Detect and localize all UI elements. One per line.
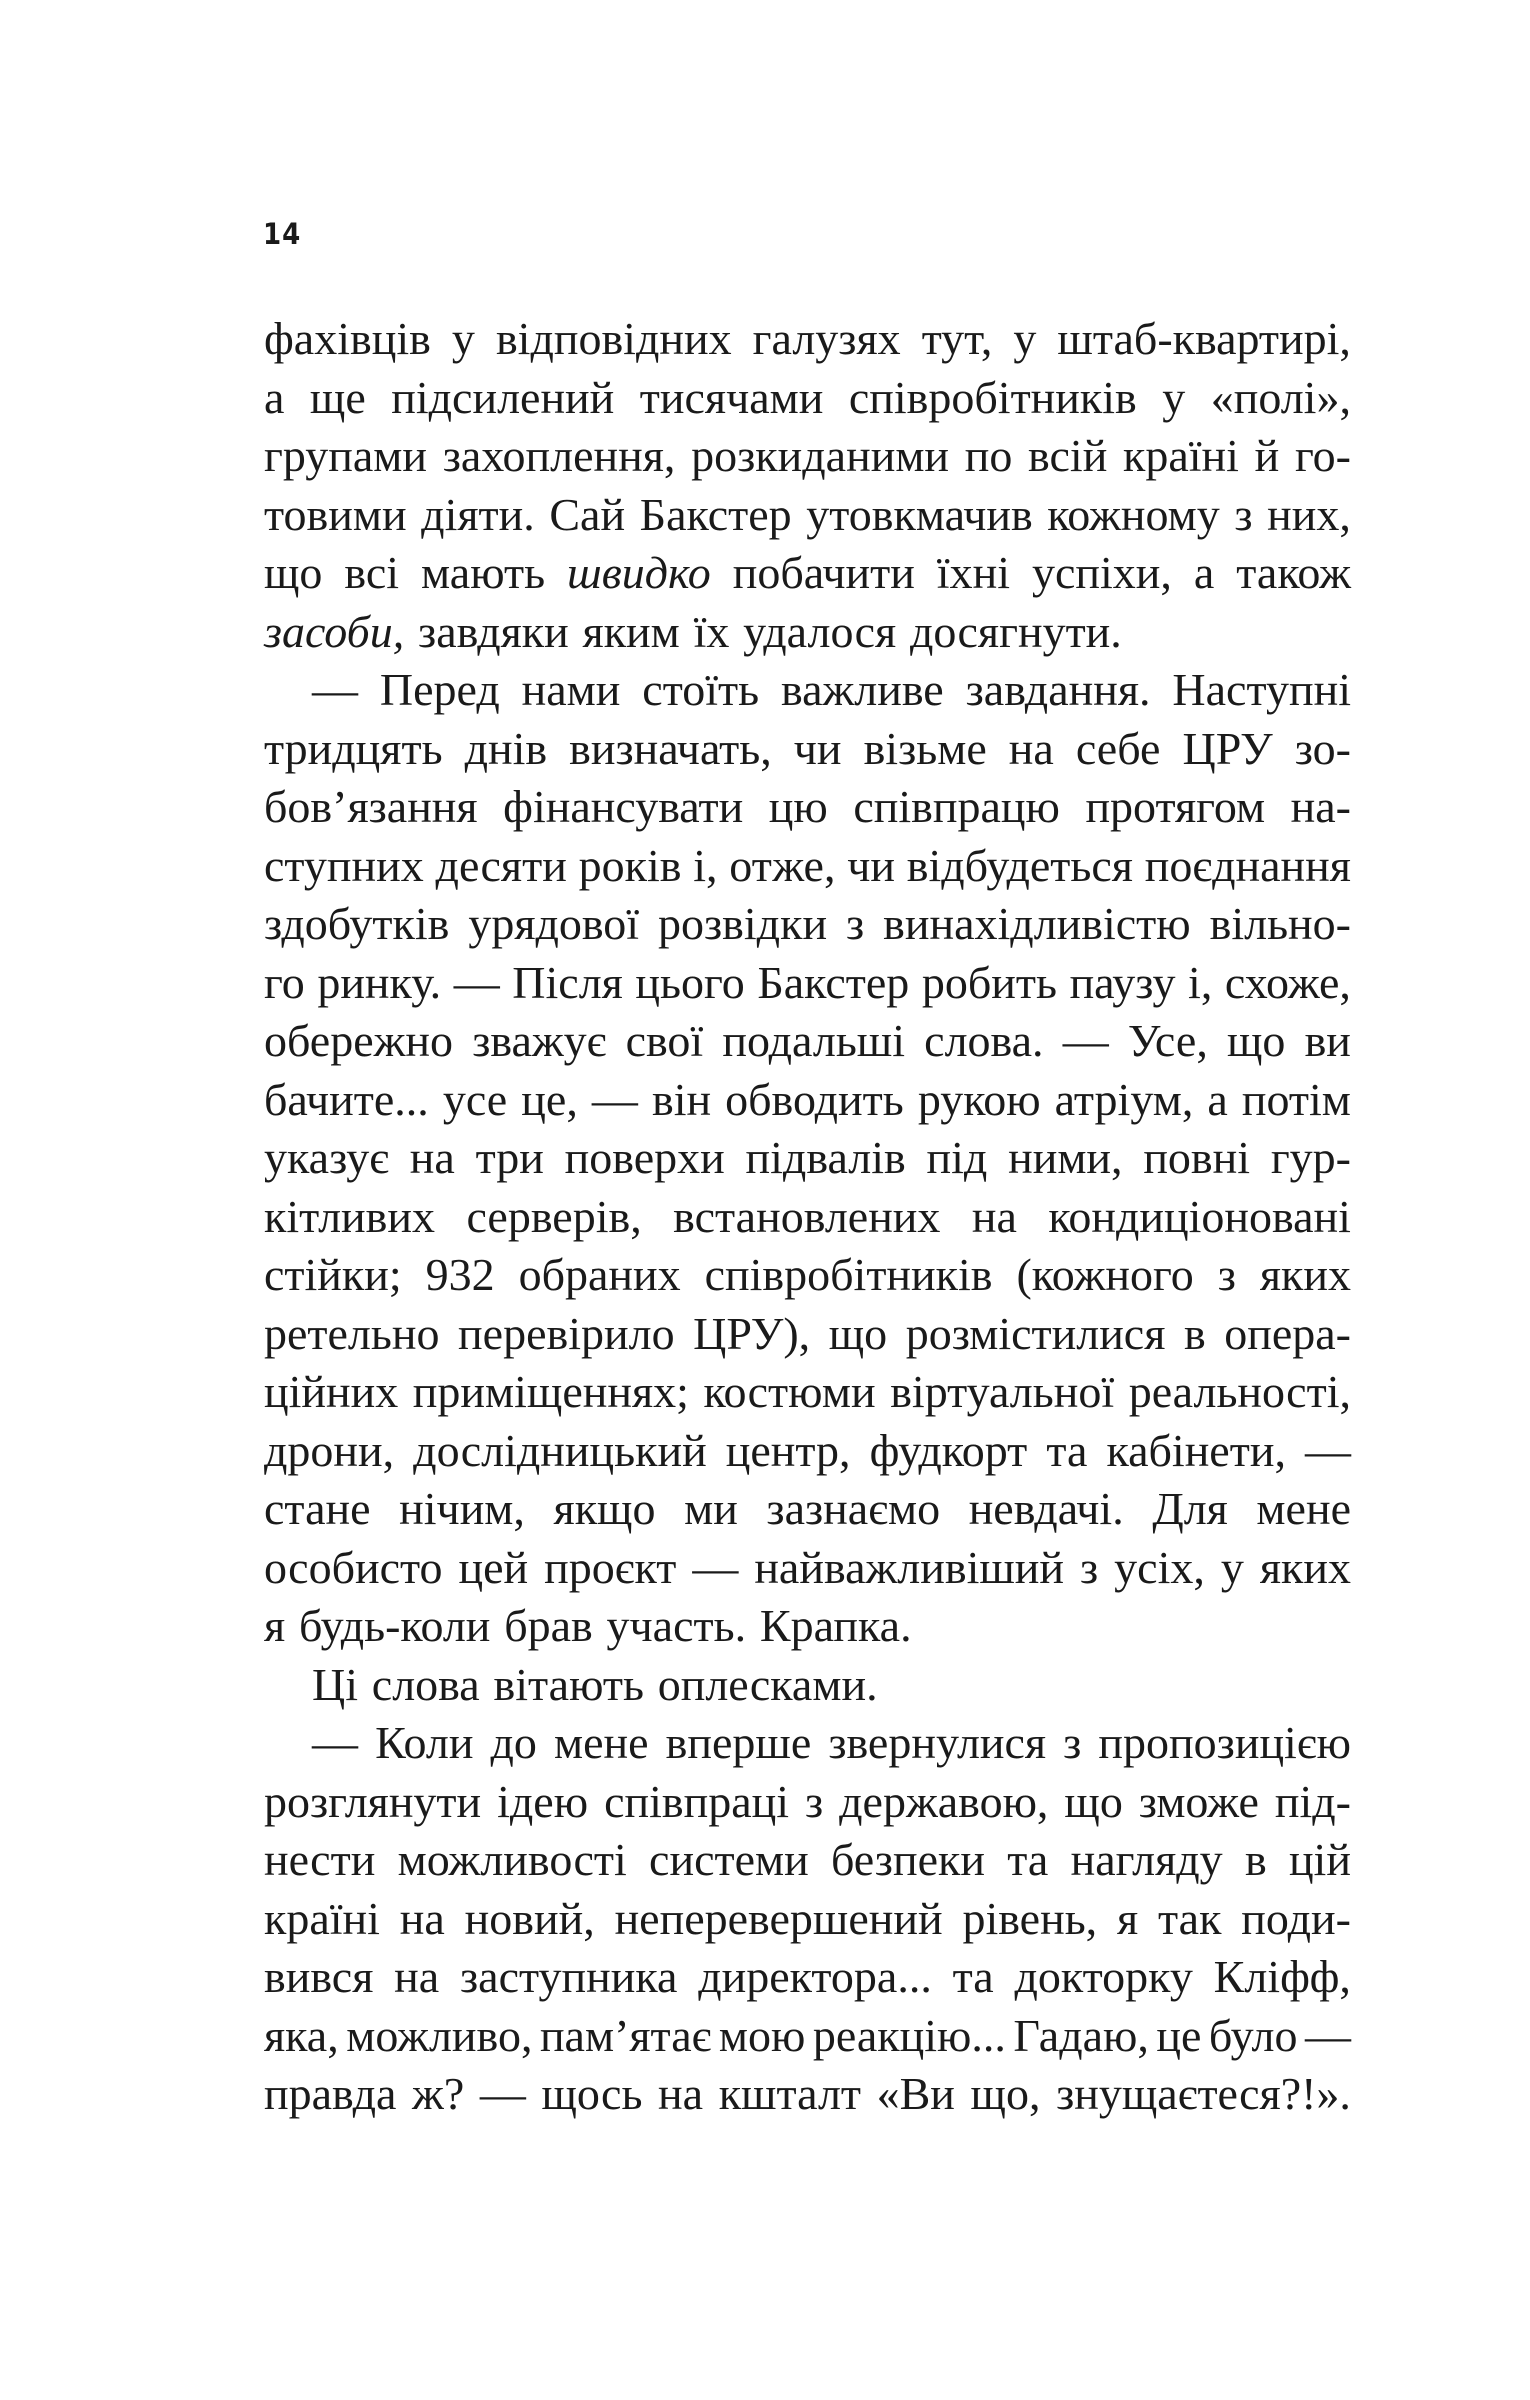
text-line [264, 1831, 1351, 1890]
word: і, [1188, 956, 1213, 1008]
word: групами [264, 430, 428, 481]
word: — [1305, 2009, 1351, 2061]
text-line [264, 837, 1351, 896]
text-line [264, 1714, 1351, 1773]
word: державою, [839, 1775, 1049, 1827]
word: важливе [780, 664, 944, 715]
word: — [692, 1541, 739, 1593]
word: так [1158, 1892, 1222, 1944]
text-line [264, 1129, 1351, 1188]
word: ЦРУ), [693, 1307, 811, 1359]
word: встановлених [673, 1190, 941, 1242]
word: вільно- [1209, 898, 1351, 949]
text-line [264, 310, 1351, 369]
word: успіхи, [1031, 547, 1172, 598]
word: зазнаємо [766, 1483, 941, 1534]
word: фудкорт [869, 1424, 1028, 1476]
word: оплесками. [657, 1658, 878, 1710]
word: віртуальної [890, 1366, 1115, 1417]
word: проєкт [544, 1541, 677, 1593]
word: заступника [460, 1951, 678, 2002]
word: Кліфф, [1213, 1951, 1351, 2002]
word: їхні [936, 547, 1010, 598]
body-text [264, 310, 1351, 2124]
word: до [490, 1717, 537, 1768]
word: кабінети, [1106, 1424, 1286, 1476]
word: бов’язання [264, 781, 478, 832]
word: — [1304, 1424, 1351, 1476]
word: розкиданими [691, 430, 950, 481]
word: років [578, 839, 682, 891]
word: безпеки [831, 1834, 985, 1885]
word: діяти. [421, 488, 535, 540]
word: Крапка. [759, 1600, 912, 1651]
word: усе [442, 1073, 508, 1125]
word: й [1254, 430, 1280, 481]
word: Гадаю, [1013, 2009, 1149, 2061]
word: підсилений [391, 371, 615, 423]
word: рівень, [962, 1892, 1098, 1944]
word: отже, [729, 839, 836, 891]
word: в [1183, 1307, 1206, 1359]
word: Бакстер [757, 956, 910, 1008]
word: пропозицією [1098, 1717, 1351, 1768]
word: дрони, [264, 1424, 395, 1476]
word: на [971, 1190, 1017, 1242]
word: — [453, 956, 500, 1008]
word: всій [1028, 430, 1108, 481]
word: було [1208, 2009, 1298, 2061]
word: чи [793, 722, 842, 774]
word: що, [970, 2068, 1041, 2119]
word: повні [1143, 1132, 1251, 1183]
word: ринку. [317, 956, 442, 1008]
word: Коли [375, 1717, 474, 1768]
word: країні [264, 1892, 380, 1944]
word: на- [1290, 781, 1351, 832]
word: на [399, 1892, 445, 1944]
word: директора... [698, 1951, 932, 2002]
word: ще [309, 371, 366, 423]
word: в [1244, 1834, 1267, 1885]
word: завдяки [418, 605, 569, 657]
word: невдачі. [968, 1483, 1124, 1534]
word: чи [847, 839, 895, 891]
word: візьме [863, 722, 987, 774]
word: можливо, [346, 2009, 533, 2061]
word: здобутків [264, 898, 450, 949]
word: три [475, 1132, 544, 1183]
word: слова. [924, 1015, 1044, 1066]
word: тридцять [264, 722, 443, 774]
word: а [1193, 547, 1215, 598]
word: кондиціоновані [1048, 1190, 1351, 1242]
word: що [264, 547, 323, 598]
word: — [1062, 1015, 1109, 1066]
word: робить [921, 956, 1057, 1008]
word: цю [768, 781, 828, 832]
word: докторку [1014, 1951, 1193, 2002]
word: це, [521, 1073, 578, 1125]
text-line [264, 1539, 1351, 1598]
text-line [264, 778, 1351, 837]
word: будь-коли [298, 1600, 491, 1651]
word: системи [649, 1834, 809, 1885]
word: ви [1304, 1015, 1351, 1066]
word: він [651, 1073, 712, 1125]
word: ційних [264, 1366, 399, 1417]
word: — [479, 2068, 526, 2119]
word: співробітників [848, 371, 1137, 423]
word: Ці [312, 1658, 358, 1710]
text-line [264, 1363, 1351, 1422]
word: неперевершений [614, 1892, 943, 1944]
word: днів [464, 722, 548, 774]
word: «Ви [876, 2068, 955, 2119]
word: з [846, 898, 865, 949]
word: тут, [921, 313, 993, 364]
word: винахідливістю [883, 898, 1191, 949]
word: Наступні [1172, 664, 1351, 715]
word: реакцію... [812, 2009, 1006, 2061]
word: яких [1259, 1541, 1351, 1593]
word: серверів, [466, 1190, 642, 1242]
word: правда [264, 2068, 397, 2119]
word: Перед [379, 664, 500, 715]
word: ЦРУ [1182, 722, 1273, 774]
word: фінансувати [503, 781, 744, 832]
word: галузях [752, 313, 901, 364]
text-line [264, 720, 1351, 779]
word: ж? [412, 2068, 465, 2119]
word: під [926, 1132, 988, 1183]
word: вітають [493, 1658, 644, 1710]
word: я [264, 1600, 286, 1651]
word: новий, [464, 1892, 595, 1944]
word: та [1007, 1834, 1049, 1885]
text-line [264, 603, 1351, 662]
word: і, [693, 839, 718, 891]
word: їх [693, 605, 730, 657]
word: стійки; [264, 1249, 402, 1300]
word: опера- [1224, 1307, 1351, 1359]
text-line [264, 1305, 1351, 1364]
word: відбудеться [906, 839, 1133, 891]
word: атріум, [1054, 1073, 1194, 1125]
word: рукою [917, 1073, 1041, 1125]
word: перевірило [458, 1307, 675, 1359]
word: мене [554, 1717, 649, 1768]
word: стоїть [642, 664, 760, 715]
word: центр, [725, 1424, 851, 1476]
text-line [264, 895, 1351, 954]
text-line [264, 661, 1351, 720]
word: яка, [264, 2009, 339, 2061]
word: Після [512, 956, 623, 1008]
word: з [1234, 488, 1253, 540]
text-line [264, 954, 1351, 1013]
word: фахівців [264, 313, 431, 364]
word: кшталт [718, 2068, 862, 2119]
word: у [451, 313, 475, 364]
word: обережно [264, 1015, 454, 1066]
word: цій [1288, 1834, 1351, 1885]
word: дослідницький [413, 1424, 707, 1476]
word: — [312, 664, 358, 715]
word: себе [1075, 722, 1161, 774]
word: можливості [397, 1834, 627, 1885]
word: мою [718, 2009, 806, 2061]
word: зможе [1138, 1775, 1259, 1827]
word: схоже, [1224, 956, 1351, 1008]
word: якщо [553, 1483, 656, 1534]
word: го [264, 956, 305, 1008]
text-line [264, 1071, 1351, 1130]
word: визначать, [569, 722, 772, 774]
word: костюми [703, 1366, 876, 1417]
word: поди- [1241, 1892, 1351, 1944]
word: «полі», [1210, 371, 1351, 423]
text-line [264, 1773, 1351, 1832]
text-line [264, 1890, 1351, 1949]
word: подальші [722, 1015, 905, 1066]
text-line [264, 427, 1351, 486]
word: цей [458, 1541, 529, 1593]
word: Для [1152, 1483, 1228, 1534]
word: співпраці [604, 1775, 790, 1827]
word: ретельно [264, 1307, 440, 1359]
word: брав [504, 1600, 593, 1651]
word: у [1013, 313, 1037, 364]
word: особисто [264, 1541, 443, 1593]
word: нами [521, 664, 621, 715]
word: Сай [549, 488, 626, 540]
word: завдання. [965, 664, 1151, 715]
word: — [312, 1717, 358, 1768]
word: протягом [1085, 781, 1266, 832]
word: у [1162, 371, 1186, 423]
word: досягнути. [909, 605, 1122, 657]
text-line [264, 1656, 1351, 1715]
word: (кожного [1016, 1249, 1194, 1300]
word: країні [1123, 430, 1239, 481]
text-line [264, 544, 1351, 603]
word: що [1064, 1775, 1123, 1827]
word: співробітників [704, 1249, 993, 1300]
text-line [264, 2007, 1351, 2066]
word: них, [1267, 488, 1351, 540]
word: нести [264, 1834, 376, 1885]
word: свої [625, 1015, 704, 1066]
word: вперше [665, 1717, 812, 1768]
text-line [264, 369, 1351, 428]
word: указує [264, 1132, 390, 1183]
page-number: 14 [263, 217, 302, 251]
word: підвалів [745, 1132, 906, 1183]
word: гур- [1270, 1132, 1351, 1183]
word: ми [684, 1483, 738, 1534]
word: з [1063, 1717, 1082, 1768]
word: я [1117, 1892, 1139, 1944]
word: нагляду [1070, 1834, 1223, 1885]
word: мають [421, 547, 546, 598]
word: Усе, [1127, 1015, 1208, 1066]
word: штаб-квартирі, [1057, 313, 1351, 364]
word: нічим, [399, 1483, 525, 1534]
text-line [264, 1422, 1351, 1481]
italic-word: засоби, [264, 605, 405, 657]
word: мене [1256, 1483, 1351, 1534]
word: утовкмачив [806, 488, 1033, 540]
word: урядової [468, 898, 640, 949]
word: товими [264, 488, 407, 540]
word: відповідних [495, 313, 732, 364]
italic-word: швидко [567, 547, 711, 598]
word: Бакстер [639, 488, 792, 540]
text-line [264, 1597, 1351, 1656]
word: з [1217, 1249, 1236, 1300]
word: це [1156, 2009, 1202, 2061]
word: розглянути [264, 1775, 482, 1827]
word: на [394, 1951, 440, 2002]
word: звернулися [828, 1717, 1047, 1768]
text-line [264, 2065, 1351, 2124]
word: кожному [1047, 488, 1220, 540]
word: розмістилися [905, 1307, 1166, 1359]
word: на [658, 2068, 704, 2119]
word: ними, [1008, 1132, 1123, 1183]
word: бачите... [264, 1073, 429, 1125]
word: потім [1241, 1073, 1351, 1125]
word: а [1207, 1073, 1228, 1125]
word: захоплення, [442, 430, 676, 481]
word: яким [582, 605, 680, 657]
word: з [805, 1775, 824, 1827]
word: з [1080, 1541, 1099, 1593]
word: щось [541, 2068, 643, 2119]
word: та [952, 1951, 994, 2002]
word: побачити [732, 547, 915, 598]
text-line [264, 486, 1351, 545]
word: поєднання [1144, 839, 1351, 891]
word: зважує [472, 1015, 607, 1066]
word: поверхи [564, 1132, 725, 1183]
word: десяти [435, 839, 567, 891]
word: обводить [725, 1073, 904, 1125]
word: цього [635, 956, 745, 1008]
word: по [964, 430, 1013, 481]
word: яких [1259, 1249, 1351, 1300]
word: ідею [497, 1775, 589, 1827]
word: — [591, 1073, 638, 1125]
text-line [264, 1188, 1351, 1247]
word: слова [371, 1658, 480, 1710]
word: вився [264, 1951, 374, 2002]
word: кітливих [264, 1190, 435, 1242]
text-line [264, 1012, 1351, 1071]
word: всі [344, 547, 400, 598]
word: стане [264, 1483, 371, 1534]
word: у [1220, 1541, 1244, 1593]
word: приміщеннях; [412, 1366, 689, 1417]
word: на [1008, 722, 1054, 774]
text-line [264, 1246, 1351, 1305]
word: го- [1294, 430, 1351, 481]
word: а [264, 371, 285, 423]
word: обраних [518, 1249, 681, 1300]
word: 932 [425, 1249, 495, 1300]
word: та [1046, 1424, 1088, 1476]
word: участь. [606, 1600, 747, 1651]
word: ступних [264, 839, 424, 891]
word: на [409, 1132, 455, 1183]
word: тисячами [639, 371, 824, 423]
word: зо- [1294, 722, 1351, 774]
word: що [828, 1307, 888, 1359]
word: удалося [743, 605, 897, 657]
text-line [264, 1480, 1351, 1539]
word: знущаєтеся?!». [1056, 2068, 1351, 2119]
text-line [264, 1948, 1351, 2007]
word: паузу [1069, 956, 1176, 1008]
word: реальності, [1128, 1366, 1351, 1417]
word: найважливіший [754, 1541, 1065, 1593]
word: пам’ятає [539, 2009, 712, 2061]
word: усіх, [1114, 1541, 1205, 1593]
word: співпрацю [853, 781, 1060, 832]
word: розвідки [658, 898, 828, 949]
word: під- [1274, 1775, 1351, 1827]
word: що [1226, 1015, 1286, 1066]
word: також [1236, 547, 1351, 598]
